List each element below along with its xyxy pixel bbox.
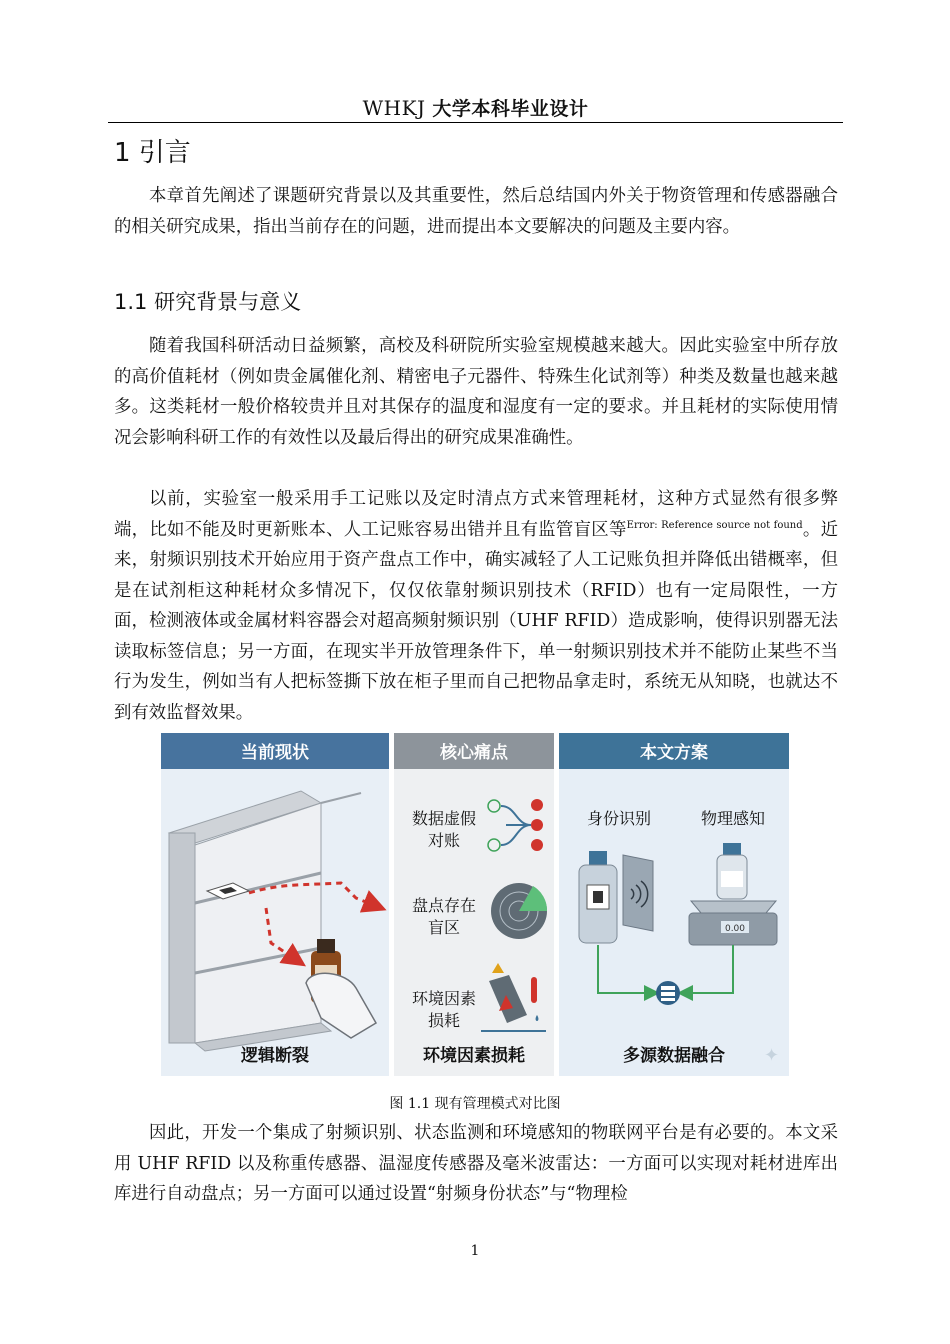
comparison-figure bbox=[161, 733, 789, 1076]
panel2-title: 核心痛点 bbox=[440, 743, 508, 763]
scale-display-value: 0.00 bbox=[724, 924, 746, 934]
pain-item-2-line1: 盘点存在 bbox=[411, 896, 477, 915]
intro-paragraph: 本章首先阐述了课题研究背景以及其重要性，然后总结国内外关于物资管理和传感器融合的相关研究成果，指出当前存在的问题，进而提出本文要解决的问题及主要内容。 bbox=[114, 186, 838, 237]
panel1-footer: 逻辑断裂 bbox=[241, 1046, 309, 1066]
panel-current-status bbox=[161, 733, 389, 1076]
panel3-footer: 多源数据融合 bbox=[623, 1046, 725, 1066]
header-title-cn: 大学本科毕业设计 bbox=[432, 98, 589, 120]
problem-text-before: 以前，实验室一般采用手工记账以及定时清点方式来管理耗材，这种方式显然有很多弊端，比如不能及时更新账本、人工记账容易出错并且有监管盲区等 bbox=[114, 489, 838, 540]
rfid-reader-icon bbox=[623, 855, 653, 931]
pain-item-3-line1: 环境因素 bbox=[411, 989, 477, 1008]
identity-label: 身份识别 bbox=[586, 809, 652, 828]
header-title-latin: WHKJ bbox=[362, 96, 426, 120]
pain-item-1-line1: 数据虚假 bbox=[411, 809, 477, 828]
pain-item-2-line2: 盲区 bbox=[427, 918, 461, 937]
panel2-footer: 环境因素损耗 bbox=[423, 1046, 525, 1066]
section-heading: 1.1 研究背景与意义 bbox=[114, 290, 302, 314]
panel-pain-points bbox=[394, 733, 554, 1076]
page-number: 1 bbox=[470, 1243, 480, 1259]
background-paragraph: 随着我国科研活动日益频繁，高校及科研院所实验室规模越来越大。因此实验室中所存放的高价值耗材（例如贵金属催化剂、精密电子元器件、特殊生化试剂等）种类及数量也越来越多。这类耗材一般价格较贵并且对其保存的温度和湿度有一定的要求。并且耗材的实际使用情况会影响科研工作的有效性以及最后得出的研究成果准确性。 bbox=[114, 336, 838, 448]
panel-solution bbox=[559, 733, 789, 1076]
page-header bbox=[108, 94, 843, 121]
sparkle-icon: ✦ bbox=[764, 1045, 780, 1066]
panel1-title: 当前现状 bbox=[241, 743, 309, 763]
physical-sensing-label: 物理感知 bbox=[700, 809, 766, 828]
figure-caption: 图 1.1 现有管理模式对比图 bbox=[389, 1096, 561, 1112]
problem-text-after: 。近来，射频识别技术开始应用于资产盘点工作中，确实减轻了人工记账负担并降低出错概率，但是在试剂柜这种耗材众多情况下，仅仅依靠射频识别技术（RFID）也有一定局限性，一方面，检测液体或金属材料容器会对超高频射频识别（UHF RFID）造成影响，使得识别器无法读取标签信息；另一方面，在现实半开放管理条件下，单一射频识别技术并不能防止某些不当行为发生，例如当有人把标签撕下放在柜子里而自己把物品拿走时，系统无从知晓，也就达不到有效监督效果。 bbox=[114, 519, 838, 723]
problem-paragraph bbox=[114, 484, 838, 728]
pain-item-3-line2: 损耗 bbox=[427, 1011, 461, 1030]
tagged-bottle-icon bbox=[579, 851, 617, 943]
pain-item-1-line2: 对账 bbox=[427, 831, 461, 850]
reference-error: Error: Reference source not found bbox=[626, 519, 803, 531]
panel3-title: 本文方案 bbox=[640, 743, 708, 763]
header-rule bbox=[108, 122, 843, 123]
conclusion-paragraph: 因此，开发一个集成了射频识别、状态监测和环境感知的物联网平台是有必要的。本文采用 UHF RFID 以及称重传感器、温湿度传感器及毫米波雷达：一方面可以实现对耗材进库出库进行自动盘点；另一方面可以通过设置“射频身份状态”与“物理检 bbox=[114, 1123, 838, 1204]
radar-blind-spot-icon bbox=[491, 883, 547, 939]
data-fusion-hub-icon bbox=[656, 981, 680, 1005]
chapter-heading: 1 引言 bbox=[114, 138, 191, 168]
